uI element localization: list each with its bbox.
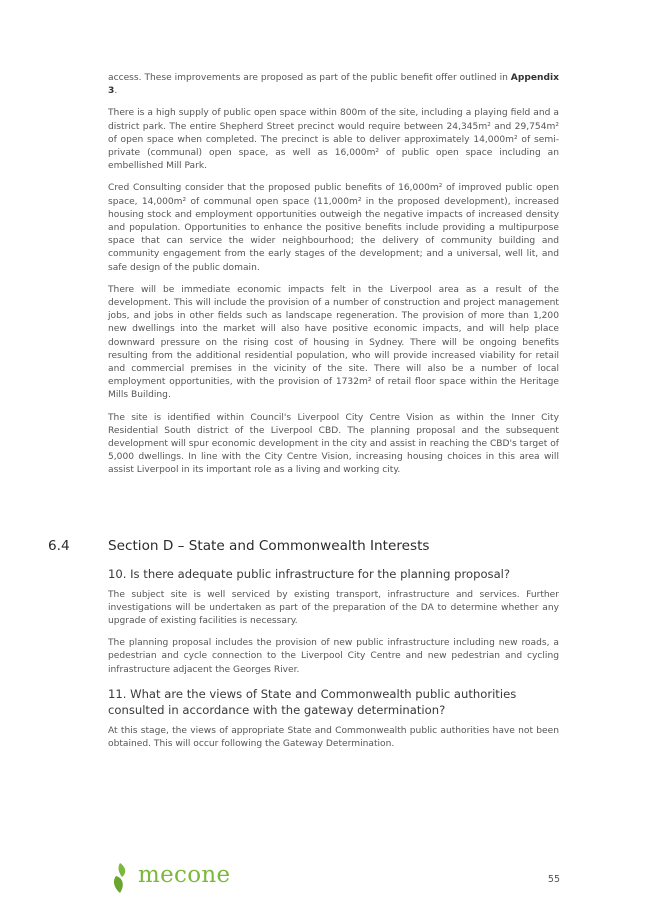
leaf-icon: [110, 862, 134, 894]
question-10-heading: 10. Is there adequate public infrastructure for the planning proposal?: [108, 567, 511, 581]
paragraph-q11-views: At this stage, the views of appropriate State and Commonwealth public authorities have not been obtained. This will occur following the Gateway Determination.: [108, 725, 559, 749]
paragraph-economic-impacts: There will be immediate economic impacts felt in the Liverpool area as a result of the development. This will include the provision of a number of construction and project management jobs, and jobs in other fields such as landscape regeneration. The provision of more than 1,200 new dwellings into the market will also have positive economic impacts, and will help place downward pressure on the rising cost of housing in Sydney. There will be ongoing benefits resulting from the additional residential population, who will provide increased viability for retail and commercial premises in the vicinity of the site. There will also be a number of local employment opportunities, with the provision of 1732m² of retail floor space within the Heritage Mills Building.: [108, 284, 559, 401]
paragraph-city-centre-vision: The site is identified within Council's Liverpool City Centre Vision as within the Inner City Residential South district of the Liverpool CBD. The planning proposal and the subsequent development will spur economic development in the city and assist in reaching the CBD's target of 5,000 dwellings. In line with the City Centre Vision, increasing housing choices in this area will assist Liverpool in its important role as a living and working city.: [108, 412, 559, 476]
section-title: Section D – State and Commonwealth Interests: [108, 538, 430, 554]
paragraph-q10-infrastructure: The planning proposal includes the provision of new public infrastructure including new roads, a pedestrian and cycle connection to the Liverpool City Centre and new pedestrian and cycling infrastructure adjacent the Georges River.: [108, 638, 559, 675]
page-number: 55: [547, 874, 560, 885]
section-number: 6.4: [48, 538, 70, 554]
paragraph-cred-consulting: Cred Consulting consider that the proposed public benefits of 16,000m² of improved public open space, 14,000m² of communal open space (11,000m² in the proposed development), increased housing stock and employment opportunities outweigh the negative impacts of increased density and population. Opportunities to enhance the positive benefits include providing a multipurpose space that can service the wider neighbourhood; the delivery of community building and community engagement from the early stages of the development; and a universal, well lit, and safe design of the public domain.: [108, 183, 559, 273]
appendix-link-text: Appendix 3: [108, 73, 559, 97]
question-11-heading: 11. What are the views of State and Commonwealth public authorities consulted in accordance with the gateway determination?: [108, 686, 517, 718]
paragraph-q10-services: The subject site is well serviced by existing transport, infrastructure and services. Further investigations will be undertaken as part of the preparation of the DA to determine whether any upgrade of existing facilities is necessary.: [108, 589, 559, 626]
paragraph-appendix-ref: access. These improvements are proposed as part of the public benefit offer outlined in Appendix 3.: [108, 73, 559, 97]
section-heading: [48, 538, 568, 554]
paragraph-open-space: There is a high supply of public open space within 800m of the site, including a playing field and a district park. The entire Shepherd Street precinct would require between 24,345m² and 29,754m² of open space when completed. The precinct is able to deliver approximately 14,000m² of semi-private (communal) open space, as well as 16,000m² of public open space including an embellished Mill Park.: [108, 108, 559, 172]
body-text-top: [108, 72, 559, 487]
logo-text: mecone: [138, 862, 231, 888]
body-text-bottom: [108, 566, 559, 760]
